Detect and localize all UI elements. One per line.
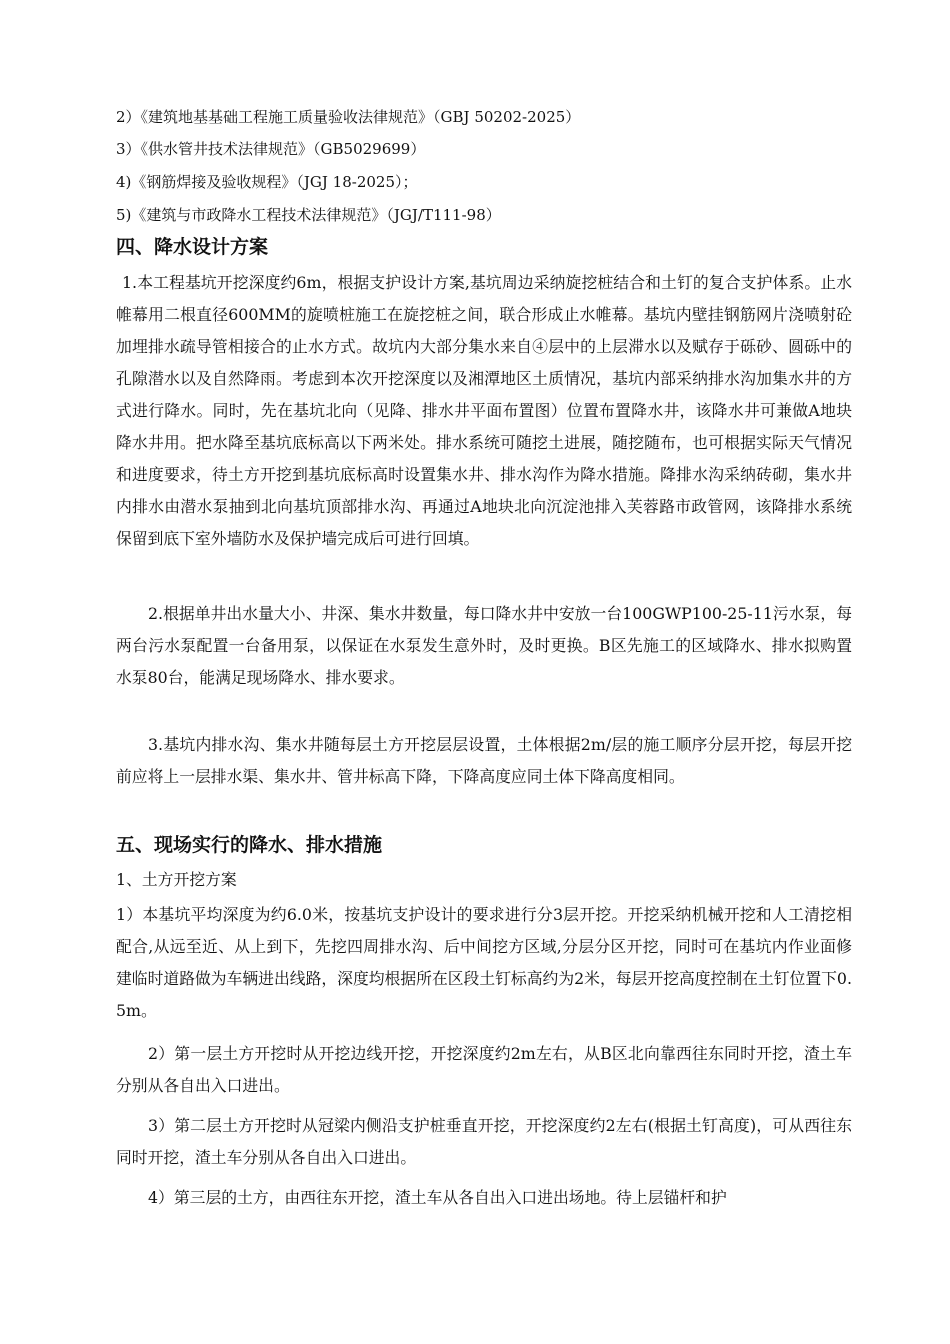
- paragraph: 3）第二层土方开挖时从冠梁内侧沿支护桩垂直开挖，开挖深度约2左右(根据土钉高度)，可从西往东同时开挖，渣土车分别从各自出入口进出。: [116, 1116, 852, 1167]
- reference-item: 2）《建筑地基基础工程施工质量验收法律规范》（GBJ 50202-2025）: [116, 108, 581, 126]
- subsection-heading: 1、土方开挖方案: [116, 870, 237, 889]
- paragraph: 3.基坑内排水沟、集水井随每层土方开挖层层设置，土体根据2m/层的施工顺序分层开挖，每层开挖前应将上一层排水渠、集水井、管井标高下降，下降高度应同土体下降高度相同。: [116, 735, 852, 786]
- paragraph: 2.根据单井出水量大小、井深、集水井数量，每口降水井中安放一台100GWP100-25-11污水泵，每两台污水泵配置一台备用泵，以保证在水泵发生意外时，及时更换。B区先施工的区域降水、排水拟购置水泵80台，能满足现场降水、排水要求。: [116, 604, 852, 687]
- paragraph: 4）第三层的土方，由西往东开挖，渣土车从各自出入口进出场地。待上层锚杆和护: [148, 1188, 727, 1207]
- section-heading: 五、现场实行的降水、排水措施: [116, 834, 383, 856]
- reference-item: 3）《供水管井技术法律规范》（GB5029699）: [116, 140, 426, 158]
- paragraph: 1.本工程基坑开挖深度约6m，根据支护设计方案,基坑周边采纳旋挖桩结合和土钉的复合支护体系。止水帷幕用二根直径600MM的旋喷桩施工在旋挖桩之间，联合形成止水帷幕。基坑内壁挂钢筋网片浇喷射砼加埋排水疏导管相接合的止水方式。故坑内大部分集水来自④层中的上层滞水以及赋存于砾砂、圆砾中的孔隙潜水以及自然降雨。考虑到本次开挖深度以及湘潭地区土质情况，基坑内部采纳排水沟加集水井的方式进行降水。同时，先在基坑北向（见降、排水井平面布置图）位置布置降水井，该降水井可兼做A地块降水井用。把水降至基坑底标高以下两米处。排水系统可随挖土进展，随挖随布，也可根据实际天气情况和进度要求，待土方开挖到基坑底标高时设置集水井、排水沟作为降水措施。降排水沟采纳砖砌，集水井内排水由潜水泵抽到北向基坑顶部排水沟、再通过A地块北向沉淀池排入芙蓉路市政管网，该降排水系统保留到底下室外墙防水及保护墙完成后可进行回填。: [116, 273, 852, 548]
- reference-item: 4)《钢筋焊接及验收规程》（JGJ 18-2025）；: [116, 173, 418, 191]
- reference-item: 5)《建筑与市政降水工程技术法律规范》（JGJ/T111-98）: [116, 206, 501, 224]
- paragraph: 1）本基坑平均深度为约6.0米，按基坑支护设计的要求进行分3层开挖。开挖采纳机械开挖和人工清挖相配合,从远至近、从上到下，先挖四周排水沟、后中间挖方区域,分层分区开挖，同时可在基坑内作业面修建临时道路做为车辆进出线路，深度均根据所在区段土钉标高约为2米，每层开挖高度控制在土钉位置下0.5m。: [116, 905, 852, 1020]
- section-heading: 四、降水设计方案: [116, 236, 269, 258]
- paragraph: 2）第一层土方开挖时从开挖边线开挖，开挖深度约2m左右，从B区北向靠西往东同时开挖，渣土车分别从各自出入口进出。: [116, 1044, 852, 1095]
